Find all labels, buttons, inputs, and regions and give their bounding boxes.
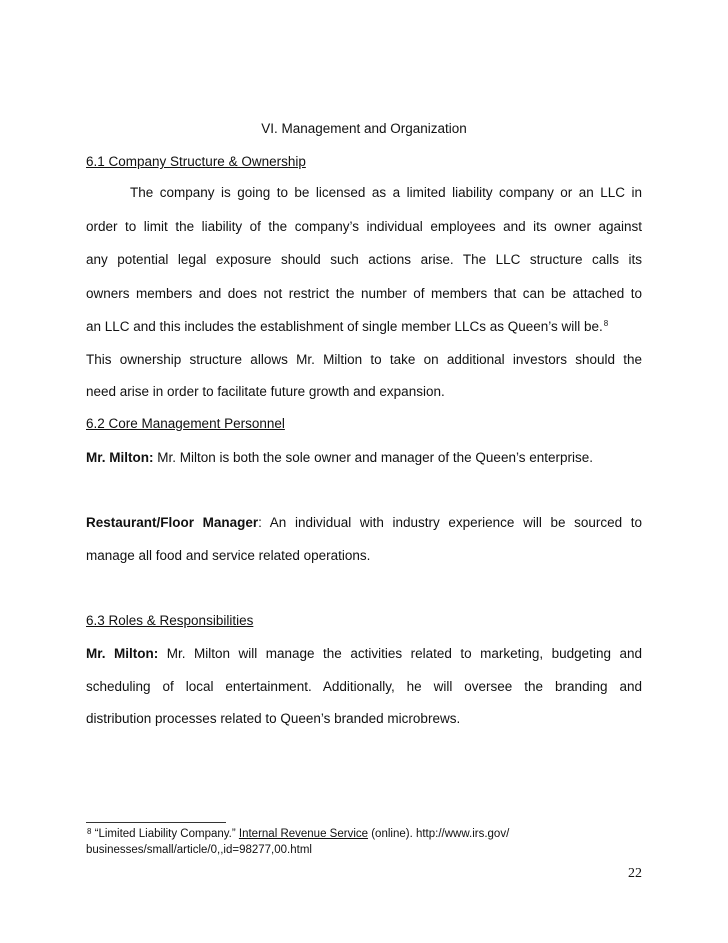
footnote-source: Internal Revenue Service xyxy=(238,828,369,840)
milton-ownership-text: Mr. Milton is both the sole owner and manager of the Queen’s enterprise. xyxy=(153,450,593,465)
roles-line-2: scheduling of local entertainment. Additionally, he will oversee the branding and xyxy=(86,679,642,694)
milton-ownership-line xyxy=(86,449,642,467)
section-heading: VI. Management and Organization xyxy=(261,121,467,136)
page-number: 22 xyxy=(628,866,642,881)
footnote-line-2: businesses/small/article/0,,id=98277,00.html xyxy=(86,844,312,856)
section-6-1-title: 6.1 Company Structure & Ownership xyxy=(86,154,306,169)
roles-line-1 xyxy=(86,645,642,663)
manager-line-2: manage all food and service related operations. xyxy=(86,548,371,563)
manager-text-1: : An individual with industry experience will be sourced to xyxy=(258,515,643,530)
paragraph-6-1-line-1: The company is going to be licensed as a limited liability company or an LLC in xyxy=(130,185,642,200)
paragraph-6-1-line-6: This ownership structure allows Mr. Miltion to take on additional investors should the xyxy=(86,352,642,367)
footnote-number: 8 xyxy=(87,827,92,836)
footnote-reference: 8 xyxy=(603,319,609,328)
section-6-3-title: 6.3 Roles & Responsibilities xyxy=(86,613,254,628)
milton-label: Mr. Milton: xyxy=(86,450,154,465)
paragraph-6-1-line-5 xyxy=(86,318,642,336)
paragraph-6-1-line-7: need arise in order to facilitate future growth and expansion. xyxy=(86,384,445,399)
footnote-line-1 xyxy=(86,827,646,842)
paragraph-6-1-line-4: owners members and does not restrict the number of members that can be attached to xyxy=(86,286,642,301)
paragraph-6-1-line-3: any potential legal exposure should such actions arise. The LLC structure calls its xyxy=(86,252,642,267)
manager-label: Restaurant/Floor Manager xyxy=(86,515,259,530)
manager-line-1 xyxy=(86,514,642,532)
roles-text-1: Mr. Milton will manage the activities related to marketing, budgeting and xyxy=(158,646,642,661)
roles-line-3: distribution processes related to Queen’s branded microbrews. xyxy=(86,711,461,726)
paragraph-6-1-line-5-text: an LLC and this includes the establishment of single member LLCs as Queen’s will be. xyxy=(86,319,603,334)
footnote-pre: “Limited Liability Company.” xyxy=(91,828,239,840)
footnote-post: (online). http://www.irs.gov/ xyxy=(368,828,510,840)
paragraph-6-1-line-2: order to limit the liability of the company’s individual employees and its owner against xyxy=(86,219,642,234)
section-6-2-title: 6.2 Core Management Personnel xyxy=(86,416,285,431)
roles-milton-label: Mr. Milton: xyxy=(86,646,159,661)
footnote-separator xyxy=(86,822,226,823)
